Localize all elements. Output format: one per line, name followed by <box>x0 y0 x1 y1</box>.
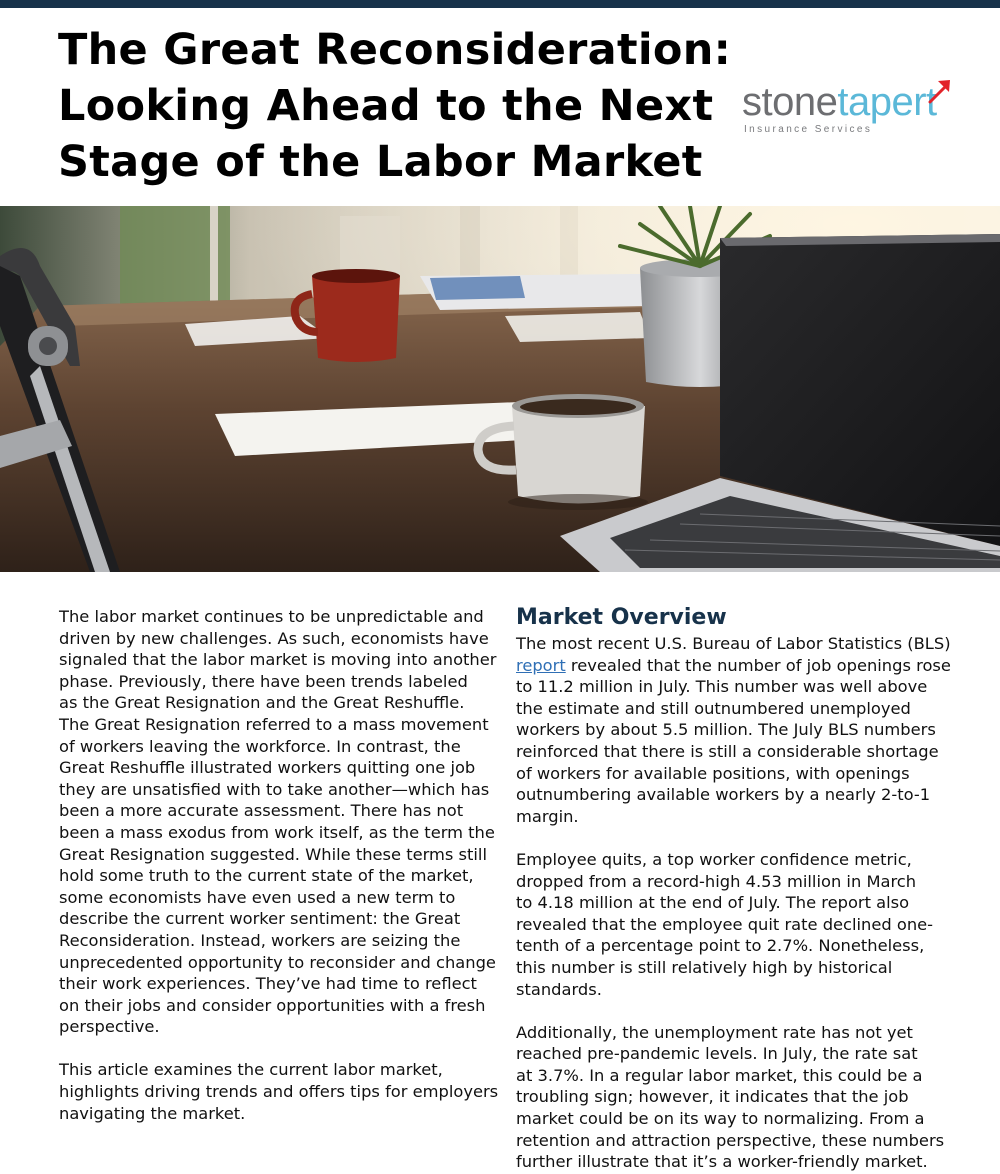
office-desk-photo-illustration <box>0 206 1000 572</box>
text-line: their work experiences. They’ve had time to reflect <box>59 974 477 994</box>
text-line-rest: revealed that the number of job openings rose <box>565 655 951 675</box>
title-line: Stage of the Labor Market <box>58 137 703 187</box>
text-line: troubling sign; however, it indicates that the job <box>516 1087 909 1107</box>
text-line: The labor market continues to be unpredictable and <box>59 607 484 626</box>
text-line: The most recent U.S. Bureau of Labor Statistics (BLS) <box>516 634 951 653</box>
text-line: further illustrate that it’s a worker-friendly market. <box>516 1152 928 1172</box>
text-line: this number is still relatively high by historical <box>516 957 893 977</box>
text-line: market could be on its way to normalizing. From a <box>516 1109 925 1129</box>
market-overview-column <box>516 605 951 1174</box>
text-line: margin. <box>516 806 579 826</box>
market-paragraph-2 <box>516 849 948 1000</box>
logo-subtitle: Insurance Services <box>744 124 873 135</box>
intro-paragraph-2 <box>59 1059 499 1124</box>
text-line: on their jobs and consider opportunities with a fresh <box>59 995 486 1015</box>
text-line: standards. <box>516 979 602 999</box>
intro-column <box>59 606 499 1146</box>
text-line: at 3.7%. In a regular labor market, this could be a <box>516 1065 923 1085</box>
text-line: Great Reshuffle illustrated workers quitting one job <box>59 758 476 778</box>
page-title <box>58 22 738 190</box>
text-line: phase. Previously, there have been trends labeled <box>59 671 468 691</box>
text-line: tenth of a percentage point to 2.7%. Nonetheless, <box>516 936 925 956</box>
text-line: reached pre-pandemic levels. In July, the rate sat <box>516 1044 918 1064</box>
text-line: perspective. <box>59 1017 160 1037</box>
title-line: The Great Reconsideration: <box>58 25 732 75</box>
intro-paragraph-1 <box>59 606 497 1038</box>
hero-office-photo <box>0 206 1000 572</box>
text-line: highlights driving trends and offers tips for employers <box>59 1082 499 1102</box>
text-line: they are unsatisfied with to take another—which has <box>59 779 490 799</box>
text-line: driven by new challenges. As such, economists have <box>59 628 489 648</box>
market-paragraph-3 <box>516 1022 948 1173</box>
market-overview-heading: Market Overview <box>516 605 727 630</box>
text-line: some economists have even used a new term to <box>59 887 456 907</box>
market-paragraph-1 <box>516 633 951 827</box>
text-line: as the Great Resignation and the Great Reshuffle. <box>59 693 465 713</box>
text-line: This article examines the current labor market, <box>59 1060 443 1080</box>
logo-wordmark <box>742 82 937 122</box>
text-line: dropped from a record-high 4.53 million in March <box>516 871 917 891</box>
text-line: Employee quits, a top worker confidence metric, <box>516 849 912 869</box>
logo-word-stone: stone <box>742 80 838 124</box>
text-line: to 4.18 million at the end of July. The report also <box>516 893 910 913</box>
text-line: hold some truth to the current state of the market, <box>59 866 474 886</box>
text-line: unprecedented opportunity to reconsider and change <box>59 952 496 972</box>
logo-word-tapert: tapert <box>837 80 937 124</box>
stonetapert-logo <box>742 78 957 140</box>
text-line: to 11.2 million in July. This number was well above <box>516 677 928 697</box>
text-line: Great Resignation suggested. While these terms still <box>59 844 487 864</box>
text-line <box>516 655 951 677</box>
text-line: of workers leaving the workforce. In contrast, the <box>59 736 461 756</box>
title-line: Looking Ahead to the Next <box>58 81 714 131</box>
text-line: Additionally, the unemployment rate has not yet <box>516 1022 913 1042</box>
bls-report-link[interactable]: report <box>516 655 566 675</box>
logo-arrow-icon <box>928 78 952 106</box>
text-line: been a more accurate assessment. There has not <box>59 801 464 821</box>
text-line: retention and attraction perspective, these numbers <box>516 1130 945 1150</box>
text-line: of workers for available positions, with openings <box>516 763 910 783</box>
text-line: The Great Resignation referred to a mass movement <box>59 714 489 734</box>
text-line: describe the current worker sentiment: the Great <box>59 909 461 929</box>
text-line: Reconsideration. Instead, workers are seizing the <box>59 930 461 950</box>
text-line: revealed that the employee quit rate declined one- <box>516 914 934 934</box>
text-line: reinforced that there is still a considerable shortage <box>516 741 939 761</box>
text-line: workers by about 5.5 million. The July BLS numbers <box>516 720 936 740</box>
top-accent-bar <box>0 0 1000 8</box>
text-line: signaled that the labor market is moving into another <box>59 650 497 670</box>
text-line: the estimate and still outnumbered unemployed <box>516 698 911 718</box>
text-line: been a mass exodus from work itself, as the term the <box>59 822 495 842</box>
text-line: outnumbering available workers by a nearly 2-to-1 <box>516 785 931 805</box>
text-line: navigating the market. <box>59 1103 246 1123</box>
